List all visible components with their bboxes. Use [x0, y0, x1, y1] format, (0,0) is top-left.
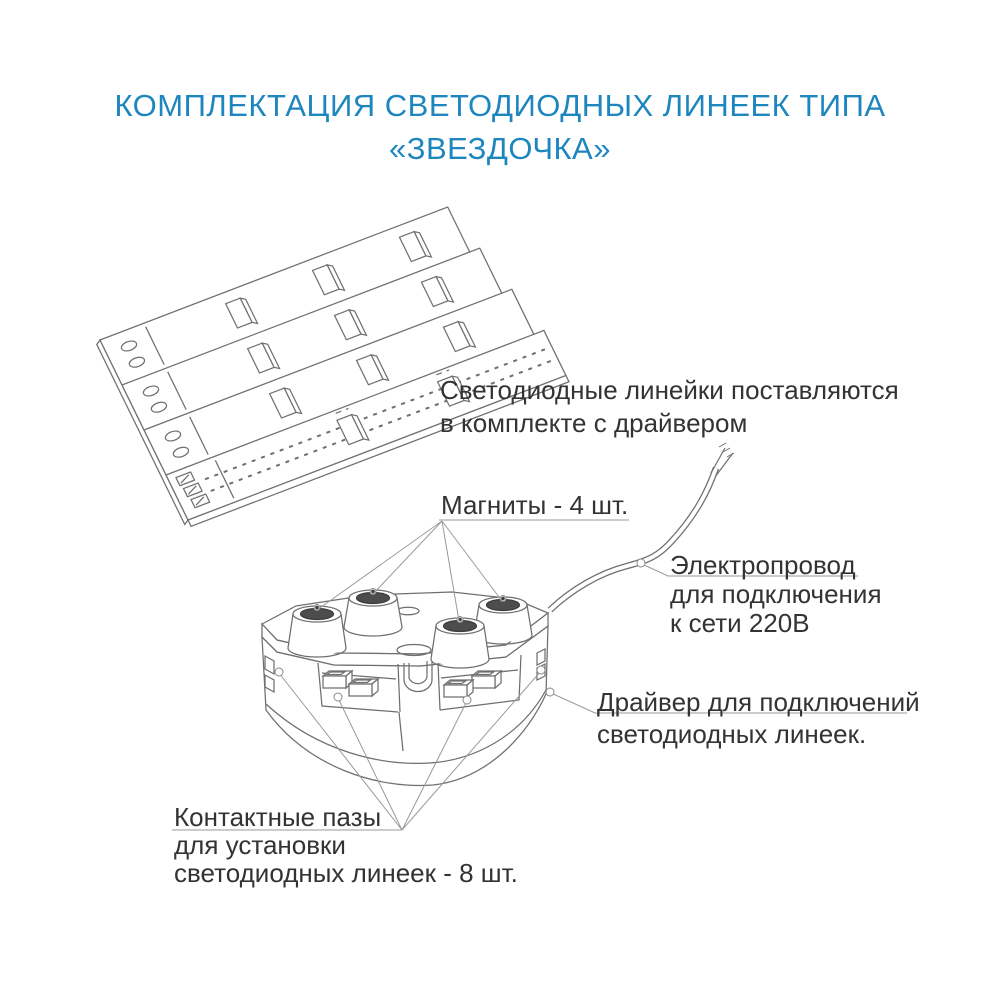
- wire-label-line3: к сети 220В: [670, 608, 810, 638]
- driver-figure: [262, 589, 548, 786]
- magnet-3: [431, 617, 489, 668]
- contact-socket: [349, 679, 378, 696]
- page-title-line2: «ЗВЕЗДОЧКА»: [389, 131, 611, 166]
- driver-label: [597, 686, 920, 750]
- contact-socket: [472, 671, 501, 688]
- magnets-label-text: Магниты - 4 шт.: [441, 490, 629, 520]
- page-title-line1: КОМПЛЕКТАЦИЯ СВЕТОДИОДНЫХ ЛИНЕЕК ТИПА: [114, 88, 886, 123]
- wire-label-line1: Электропровод: [670, 550, 856, 580]
- slots-label: [174, 803, 518, 887]
- slots-label-line2: для установки: [174, 830, 346, 860]
- kit-note-line2: в комплекте с драйвером: [440, 408, 748, 438]
- led-strips-figure: [95, 195, 569, 528]
- anchor-dot: [537, 666, 545, 674]
- kit-note: [440, 374, 899, 440]
- magnets-label: [441, 490, 628, 521]
- anchor-dot: [463, 696, 471, 704]
- page-title: [0, 84, 1000, 170]
- anchor-dot: [546, 688, 554, 696]
- anchor-dot: [334, 693, 342, 701]
- magnet-1: [288, 605, 346, 658]
- anchor-dot: [637, 559, 645, 567]
- slots-label-line1: Контактные пазы: [174, 802, 382, 832]
- magnet-2: [344, 589, 402, 637]
- anchor-dot: [275, 668, 283, 676]
- driver-label-line2: светодиодных линеек.: [597, 719, 867, 749]
- wire-label-line2: для подключения: [670, 579, 882, 609]
- contact-socket: [444, 680, 473, 697]
- kit-note-line1: Светодиодные линейки поставляются: [440, 375, 899, 405]
- driver-label-line1: Драйвер для подключений: [597, 687, 920, 717]
- contact-socket: [323, 671, 352, 688]
- wire-label: [670, 551, 882, 638]
- slots-label-line3: светодиодных линеек - 8 шт.: [174, 858, 518, 888]
